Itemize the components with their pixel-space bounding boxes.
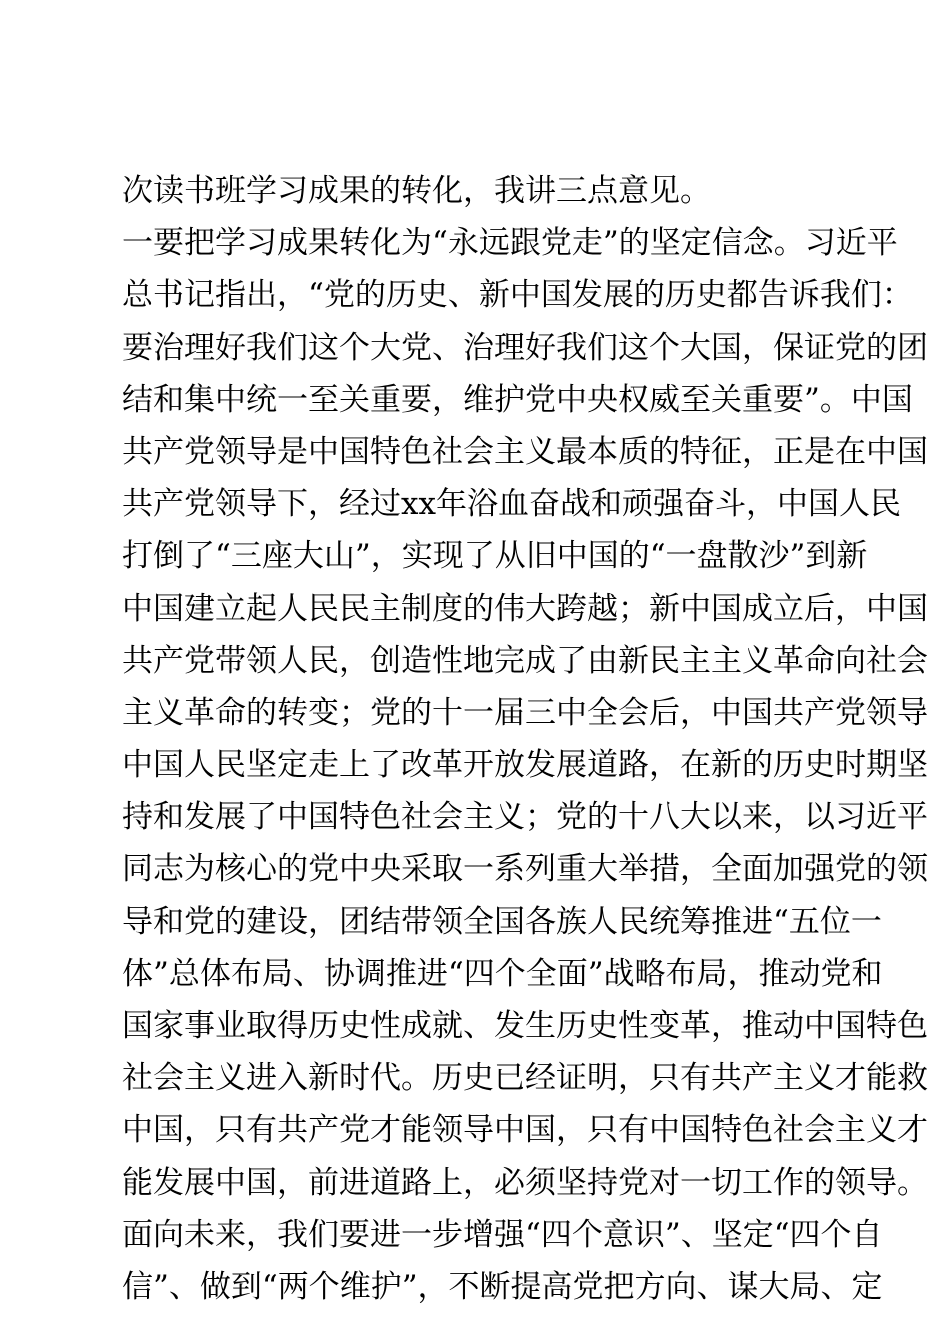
text-line: 同志为核心的党中央采取一系列重大举措，全面加强党的领: [122, 851, 928, 888]
text-line: 要治理好我们这个大党、治理好我们这个大国，保证党的团: [122, 329, 928, 366]
text-line: 中国，只有共产党才能领导中国，只有中国特色社会主义才: [122, 1112, 928, 1149]
text-line: 面向未来，我们要进一步增强“四个意识”、坚定“四个自: [122, 1216, 883, 1253]
text-line: 社会主义进入新时代。历史已经证明，只有共产主义才能救: [122, 1060, 928, 1097]
text-line: 信”、做到“两个维护”，不断提高党把方向、谋大局、定: [122, 1268, 883, 1305]
text-line: 次读书班学习成果的转化，我讲三点意见。: [122, 173, 711, 209]
text-line: 体”总体布局、协调推进“四个全面”战略布局，推动党和: [122, 955, 883, 992]
text-line: 打倒了“三座大山”，实现了从旧中国的“一盘散沙”到新: [122, 538, 868, 575]
text-line: 结和集中统一至关重要，维护党中央权威至关重要”。中国: [122, 381, 913, 418]
text-line: 导和党的建设，团结带领全国各族人民统筹推进“五位一: [122, 903, 882, 940]
text-line: 主义革命的转变；党的十一届三中全会后，中国共产党领导: [122, 694, 928, 731]
text-line: 国家事业取得历史性成就、发生历史性变革，推动中国特色: [122, 1008, 928, 1044]
body-text: [122, 165, 928, 1313]
text-line: 能发展中国，前进道路上，必须坚持党对一切工作的领导。: [122, 1164, 928, 1201]
text-line: 持和发展了中国特色社会主义；党的十八大以来，以习近平: [122, 799, 928, 836]
text-line: 共产党领导下，经过xx年浴血奋战和顽强奋斗，中国人民: [122, 486, 901, 523]
text-line: 总书记指出，“党的历史、新中国发展的历史都告诉我们：: [122, 277, 913, 314]
text-line: 共产党领导是中国特色社会主义最本质的特征，正是在中国: [122, 433, 928, 470]
text-line: 共产党带领人民，创造性地完成了由新民主主义革命向社会: [122, 642, 928, 679]
text-line: 中国建立起人民民主制度的伟大跨越；新中国成立后，中国: [122, 590, 928, 627]
text-line: 中国人民坚定走上了改革开放发展道路，在新的历史时期坚: [122, 747, 928, 784]
text-line: 一要把学习成果转化为“永远跟党走”的坚定信念。习近平: [122, 225, 898, 262]
